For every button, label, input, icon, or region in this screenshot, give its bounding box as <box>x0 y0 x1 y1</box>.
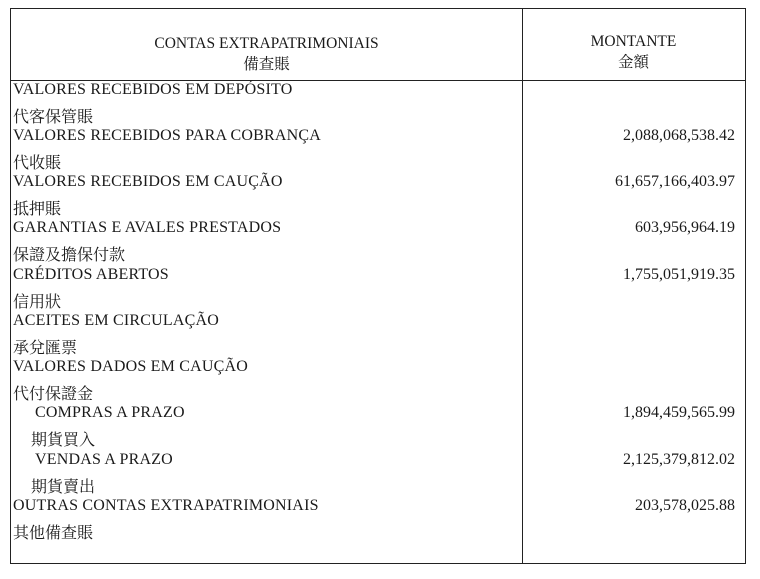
off-balance-sheet-table <box>10 8 746 564</box>
amount-column-header <box>522 32 745 72</box>
row-label-pt: GARANTIAS E AVALES PRESTADOS <box>13 219 282 236</box>
table-row <box>11 173 745 219</box>
account-column-header <box>11 34 522 74</box>
row-label-pt: VALORES RECEBIDOS PARA COBRANÇA <box>13 127 322 144</box>
row-label-pt: VENDAS A PRAZO <box>35 451 173 468</box>
row-label-pt: ACEITES EM CIRCULAÇÃO <box>13 312 219 329</box>
table-row <box>11 451 745 497</box>
table-row <box>11 404 745 450</box>
amount-header-pt: MONTANTE <box>590 33 677 50</box>
row-label-zh: 代客保管賬 <box>13 107 94 126</box>
row-label-zh: 承兌匯票 <box>13 338 78 357</box>
row-amount: 203,578,025.88 <box>635 497 735 514</box>
amount-header-zh: 金額 <box>617 53 649 71</box>
row-label-pt: CRÉDITOS ABERTOS <box>13 266 169 283</box>
table-row <box>11 81 745 127</box>
row-label-zh: 期貨賣出 <box>31 477 96 496</box>
row-label-zh: 抵押賬 <box>13 199 62 218</box>
table-row <box>11 127 745 173</box>
table-row <box>11 497 745 543</box>
table-row <box>11 312 745 358</box>
row-amount: 603,956,964.19 <box>635 219 735 236</box>
row-label-zh: 其他備查賬 <box>13 523 94 542</box>
row-label-pt: COMPRAS A PRAZO <box>35 404 185 421</box>
row-label-pt: VALORES DADOS EM CAUÇÃO <box>13 358 248 375</box>
row-amount: 2,088,068,538.42 <box>623 127 735 144</box>
account-header-zh: 備查賬 <box>243 55 290 73</box>
row-label-pt: VALORES RECEBIDOS EM CAUÇÃO <box>13 173 283 190</box>
row-label-pt: VALORES RECEBIDOS EM DEPÓSITO <box>13 81 293 98</box>
account-header-pt: CONTAS EXTRAPATRIMONIAIS <box>154 35 379 52</box>
row-label-zh: 期貨買入 <box>31 430 96 449</box>
row-label-zh: 信用狀 <box>13 292 62 311</box>
row-amount: 2,125,379,812.02 <box>623 451 735 468</box>
row-amount: 1,755,051,919.35 <box>623 266 735 283</box>
table-row <box>11 358 745 404</box>
table-row <box>11 219 745 265</box>
row-amount: 61,657,166,403.97 <box>615 173 735 190</box>
row-label-zh: 保證及擔保付款 <box>13 245 126 264</box>
row-label-zh: 代付保證金 <box>13 384 94 403</box>
row-label-pt: OUTRAS CONTAS EXTRAPATRIMONIAIS <box>13 497 319 514</box>
table-row <box>11 266 745 312</box>
row-label-zh: 代收賬 <box>13 153 62 172</box>
row-amount: 1,894,459,565.99 <box>623 404 735 421</box>
